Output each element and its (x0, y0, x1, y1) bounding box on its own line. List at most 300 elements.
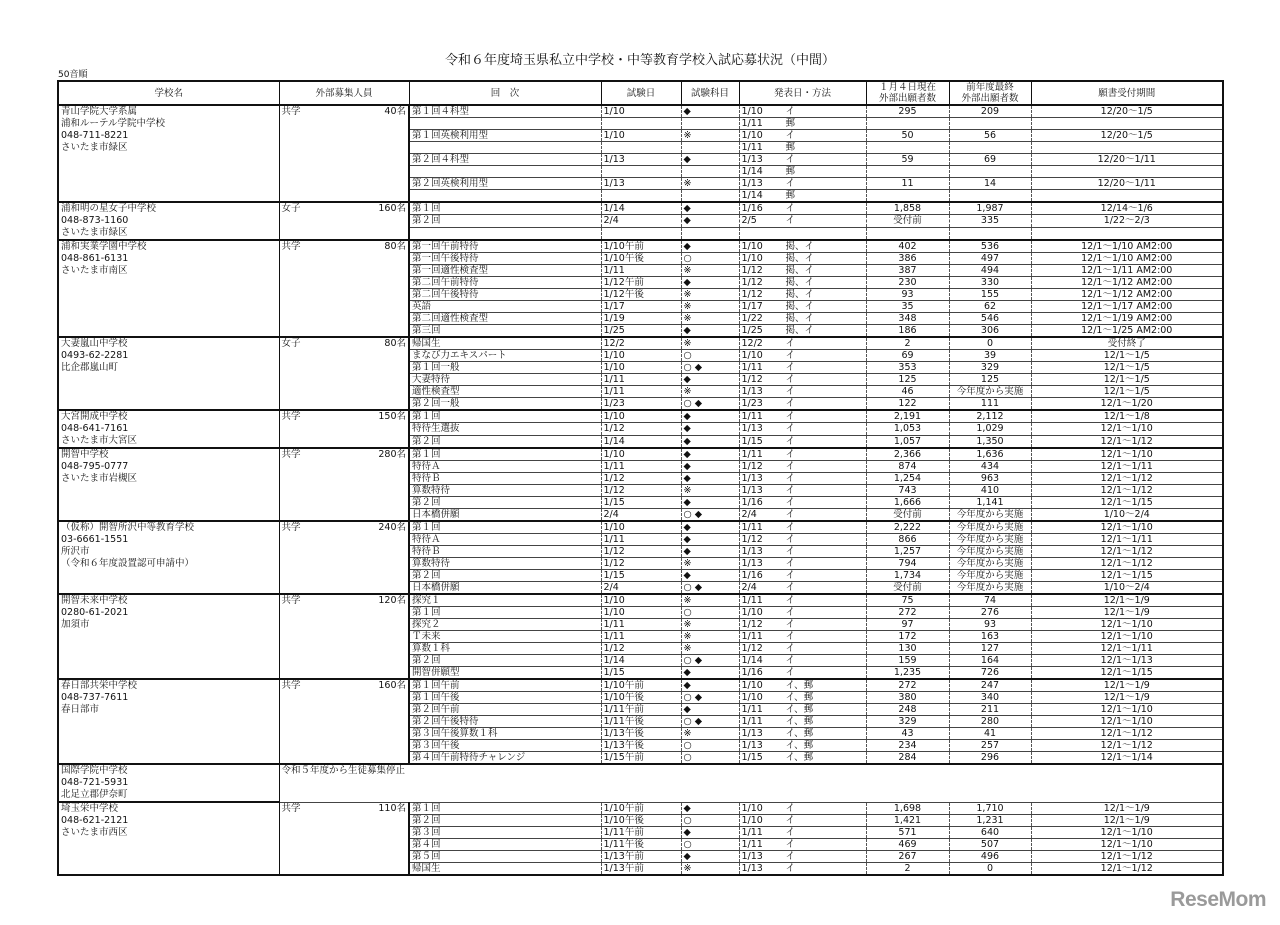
application-period: 12/1～1/12 (1031, 558, 1223, 570)
round-name: 第１回 (409, 410, 601, 423)
announcement (739, 386, 866, 398)
announce-date: 1/10 (741, 241, 763, 252)
announce-date: 1/11 (741, 142, 763, 153)
exam-date: 1/10午前 (601, 240, 681, 253)
exam-subject: ○ ◆ (681, 509, 739, 522)
announcement (739, 509, 866, 522)
application-period: 12/1～1/9 (1031, 679, 1223, 692)
announcement (739, 202, 866, 215)
announcement (739, 118, 866, 130)
exam-subject: ※ (681, 265, 739, 277)
round-name: 第１回一般 (409, 362, 601, 374)
gender-label: 女子 (281, 203, 301, 214)
gender-label: 共学 (281, 106, 301, 117)
prev-applicants-count: 296 (949, 752, 1031, 765)
school-info-line: 国際学院中学校 (61, 765, 128, 776)
applicants-count: 93 (866, 289, 949, 301)
applicants-count: 35 (866, 301, 949, 313)
school-info-line: 青山学院大学系属 (61, 106, 138, 117)
exam-subject: ※ (681, 130, 739, 142)
applicants-count: 1,235 (866, 667, 949, 680)
prev-applicants-count: 2,112 (949, 410, 1031, 423)
application-period: 12/1～1/11 AM2:00 (1031, 265, 1223, 277)
exam-subject: ○ ◆ (681, 398, 739, 411)
round-name: 第１回午後 (409, 692, 601, 704)
exam-subject: ◆ (681, 826, 739, 838)
school-info-line: 春日部共栄中学校 (61, 680, 138, 691)
prev-applicants-count: 209 (949, 105, 1031, 118)
prev-applicants-count: 0 (949, 862, 1031, 875)
school-info-line: 0280-61-2021 (61, 607, 129, 618)
application-period: 12/1～1/8 (1031, 410, 1223, 423)
column-header (949, 81, 1031, 105)
exam-subject: ○ (681, 253, 739, 265)
round-name: 探究２ (409, 619, 601, 631)
school-info-line: 048-621-2121 (61, 815, 129, 826)
exam-date: 1/11 (601, 386, 681, 398)
application-period: 12/20～1/5 (1031, 105, 1223, 118)
applicants-count: 284 (866, 752, 949, 765)
round-name: 第１回 (409, 802, 601, 814)
school-info-line: 比企郡嵐山町 (61, 362, 119, 373)
prev-applicants-count: 62 (949, 301, 1031, 313)
exam-date: 1/10 (601, 410, 681, 423)
application-period: 1/22～2/3 (1031, 215, 1223, 227)
announce-date: 1/10 (741, 253, 763, 264)
exam-subject: ◆ (681, 410, 739, 423)
application-period: 12/1～1/19 AM2:00 (1031, 313, 1223, 325)
announce-date: 1/10 (741, 802, 763, 814)
announce-date: 1/13 (741, 558, 763, 569)
round-name: 第２回４科型 (409, 154, 601, 166)
announce-date: 1/14 (741, 190, 763, 201)
application-period: 12/1～1/10 (1031, 521, 1223, 534)
announce-date: 1/11 (741, 362, 763, 373)
applicants-count (866, 227, 949, 240)
prev-applicants-count: 211 (949, 704, 1031, 716)
announcement (739, 142, 866, 154)
exam-subject: ※ (681, 301, 739, 313)
applicants-count: 329 (866, 716, 949, 728)
column-header (866, 81, 949, 105)
exam-subject: ※ (681, 631, 739, 643)
announcement (739, 227, 866, 240)
announce-method: イ (785, 838, 796, 850)
school-info-line: 048-861-6131 (61, 253, 129, 264)
announce-method: イ (785, 497, 796, 508)
application-period: 12/1～1/14 (1031, 752, 1223, 765)
exam-subject: ○ ◆ (681, 362, 739, 374)
application-period (1031, 227, 1223, 240)
announce-date: 1/11 (741, 826, 763, 838)
applicants-count: 1,666 (866, 497, 949, 509)
application-period: 12/1～1/5 (1031, 386, 1223, 398)
exam-date: 1/15 (601, 570, 681, 582)
applicants-count: 172 (866, 631, 949, 643)
school-info-line: さいたま市大宮区 (61, 435, 138, 446)
school-info-line: 048-737-7611 (61, 692, 129, 703)
prev-applicants-count: 163 (949, 631, 1031, 643)
round-name: 第３回午後算数１科 (409, 728, 601, 740)
application-period: 12/1～1/10 (1031, 838, 1223, 850)
exam-subject: ◆ (681, 374, 739, 386)
school-name-cell (58, 202, 279, 240)
gender-label: 共学 (281, 411, 301, 422)
capacity-value: 160名 (378, 680, 406, 691)
applicants-count (866, 142, 949, 154)
capacity-value: 280名 (378, 449, 406, 460)
exam-date: 1/10午後 (601, 692, 681, 704)
application-period (1031, 166, 1223, 178)
school-info-line: さいたま市緑区 (61, 227, 128, 238)
application-period: 12/1～1/12 AM2:00 (1031, 277, 1223, 289)
table-row (58, 679, 1223, 692)
admissions-table (57, 80, 1224, 876)
exam-date: 1/17 (601, 301, 681, 313)
capacity-cell (279, 594, 409, 679)
announce-date: 1/16 (741, 667, 763, 678)
announce-date: 1/15 (741, 435, 763, 447)
exam-date: 1/10 (601, 350, 681, 362)
announcement (739, 655, 866, 667)
application-period: 12/1～1/17 AM2:00 (1031, 301, 1223, 313)
announce-date: 1/13 (741, 473, 763, 484)
round-name: 第５回 (409, 850, 601, 862)
announcement (739, 534, 866, 546)
capacity-cell (279, 448, 409, 521)
announcement (739, 740, 866, 752)
announce-method: イ (785, 485, 796, 496)
announcement (739, 215, 866, 227)
application-period: 12/1～1/15 (1031, 497, 1223, 509)
table-row (58, 802, 1223, 814)
round-name: 帰国生 (409, 337, 601, 350)
exam-subject (681, 190, 739, 203)
capacity-cell (279, 410, 409, 448)
announcement (739, 398, 866, 411)
round-name: 第２回 (409, 655, 601, 667)
table-row (58, 202, 1223, 215)
prev-applicants-count (949, 190, 1031, 203)
applicants-count: 295 (866, 105, 949, 118)
announce-date: 1/10 (741, 350, 763, 361)
exam-subject (681, 142, 739, 154)
exam-subject: ※ (681, 178, 739, 190)
announce-date: 1/13 (741, 546, 763, 557)
application-period: 12/1～1/13 (1031, 655, 1223, 667)
announce-method: 掲、イ (785, 241, 815, 252)
application-period: 12/1～1/10 AM2:00 (1031, 240, 1223, 253)
applicants-count: 125 (866, 374, 949, 386)
school-info-line: 03-6661-1551 (61, 534, 129, 545)
exam-date: 1/12 (601, 558, 681, 570)
capacity-value: 160名 (378, 203, 406, 214)
applicants-count: 2,366 (866, 448, 949, 461)
table-row (58, 594, 1223, 607)
column-header-label: 発表日・方法 (773, 87, 831, 99)
announce-method: イ (785, 374, 796, 385)
exam-subject: ○ (681, 740, 739, 752)
announce-method: 掲、イ (785, 289, 815, 300)
application-period: 12/1～1/20 (1031, 398, 1223, 411)
round-name (409, 118, 601, 130)
announce-date: 1/13 (741, 386, 763, 397)
application-period: 12/1～1/12 (1031, 850, 1223, 862)
announcement (739, 570, 866, 582)
prev-applicants-count: 1,636 (949, 448, 1031, 461)
prev-applicants-count: 507 (949, 838, 1031, 850)
announce-method: 郵 (785, 118, 796, 129)
school-name-cell (58, 410, 279, 448)
announce-method: イ、郵 (785, 728, 814, 739)
gender-label: 共学 (281, 595, 301, 606)
announce-method: 郵 (785, 142, 796, 153)
exam-subject: ◆ (681, 667, 739, 680)
prev-applicants-count: 56 (949, 130, 1031, 142)
application-period: 12/1～1/12 (1031, 740, 1223, 752)
announce-method: イ (785, 386, 796, 397)
exam-subject: ◆ (681, 240, 739, 253)
announce-date: 1/13 (741, 423, 763, 435)
announcement (739, 337, 866, 350)
school-info-line: 開智中学校 (61, 449, 109, 460)
school-info-line: さいたま市南区 (61, 265, 128, 276)
exam-date: 1/15午前 (601, 752, 681, 765)
announce-date: 1/13 (741, 154, 763, 165)
exam-subject: ◆ (681, 277, 739, 289)
announce-method: イ (785, 130, 796, 141)
column-header (1031, 81, 1223, 105)
exam-date: 1/15 (601, 497, 681, 509)
applicants-count: 386 (866, 253, 949, 265)
school-name-cell (58, 240, 279, 337)
applicants-count: 272 (866, 607, 949, 619)
applicants-count: 59 (866, 154, 949, 166)
announce-method: イ (785, 215, 796, 227)
exam-date (601, 166, 681, 178)
announce-method: イ (785, 449, 796, 460)
exam-date: 1/10 (601, 521, 681, 534)
school-info-line: 北足立郡伊奈町 (61, 789, 128, 800)
announcement (739, 485, 866, 497)
school-info-line: 所沢市 (61, 546, 90, 557)
column-header-label: 願書受付期間 (1098, 87, 1156, 99)
announcement (739, 277, 866, 289)
applicants-count: 248 (866, 704, 949, 716)
prev-applicants-count: 330 (949, 277, 1031, 289)
exam-subject: ※ (681, 289, 739, 301)
exam-subject: ※ (681, 862, 739, 875)
applicants-count: 571 (866, 826, 949, 838)
exam-date: 1/11 (601, 534, 681, 546)
school-info-line: （令和６年度設置認可申請中） (61, 558, 195, 569)
exam-date: 2/4 (601, 509, 681, 522)
announce-date: 1/10 (741, 106, 763, 117)
exam-subject: ◆ (681, 154, 739, 166)
announce-method: イ (785, 461, 796, 472)
application-period (1031, 118, 1223, 130)
applicants-count: 69 (866, 350, 949, 362)
application-period: 12/1～1/10 (1031, 448, 1223, 461)
exam-subject: ○ (681, 607, 739, 619)
application-period: 12/1～1/9 (1031, 802, 1223, 814)
exam-date: 1/10 (601, 594, 681, 607)
announce-date: 1/13 (741, 485, 763, 496)
prev-applicants-count: 93 (949, 619, 1031, 631)
application-period: 12/1～1/12 AM2:00 (1031, 289, 1223, 301)
exam-date: 1/12 (601, 643, 681, 655)
exam-subject: ※ (681, 619, 739, 631)
school-info-line: 浦和実業学園中学校 (61, 241, 147, 252)
application-period: 12/1～1/9 (1031, 594, 1223, 607)
round-name: 第２回午後特待 (409, 716, 601, 728)
announcement (739, 178, 866, 190)
exam-subject: ◆ (681, 105, 739, 118)
prev-applicants-count: 1,141 (949, 497, 1031, 509)
round-name: 特待生選抜 (409, 423, 601, 435)
applicants-count: 874 (866, 461, 949, 473)
prev-applicants-count (949, 227, 1031, 240)
application-period: 12/1～1/9 (1031, 814, 1223, 826)
announce-date: 1/12 (741, 374, 763, 385)
exam-date: 1/12 (601, 485, 681, 497)
announce-date: 1/11 (741, 118, 763, 129)
capacity-cell (279, 337, 409, 410)
announce-date: 1/11 (741, 838, 763, 850)
applicants-count: 348 (866, 313, 949, 325)
applicants-count: 230 (866, 277, 949, 289)
exam-subject: ※ (681, 643, 739, 655)
announce-method: イ (785, 862, 796, 874)
exam-date: 1/11 (601, 631, 681, 643)
round-name: まなび力エキスパート (409, 350, 601, 362)
exam-date (601, 142, 681, 154)
exam-subject: ◆ (681, 704, 739, 716)
capacity-cell (279, 802, 409, 875)
round-name (409, 142, 601, 154)
exam-date: 1/10 (601, 448, 681, 461)
applicants-count: 97 (866, 619, 949, 631)
announcement (739, 435, 866, 448)
applicants-count: 2 (866, 337, 949, 350)
announce-method: イ (785, 435, 796, 447)
exam-subject: ※ (681, 386, 739, 398)
exam-date: 1/13 (601, 178, 681, 190)
exam-subject: ◆ (681, 570, 739, 582)
exam-date: 1/13午後 (601, 728, 681, 740)
applicants-count: 130 (866, 643, 949, 655)
applicants-count: 受付前 (866, 509, 949, 522)
exam-subject: ◆ (681, 802, 739, 814)
exam-date (601, 227, 681, 240)
exam-date: 1/10 (601, 362, 681, 374)
prev-applicants-count: 536 (949, 240, 1031, 253)
round-name (409, 166, 601, 178)
prev-applicants-count: 39 (949, 350, 1031, 362)
exam-date: 1/10午前 (601, 802, 681, 814)
announce-date: 1/10 (741, 607, 763, 618)
round-name: 第２回 (409, 497, 601, 509)
exam-date: 1/25 (601, 325, 681, 338)
capacity-value: 240名 (378, 522, 406, 533)
announce-date: 1/11 (741, 595, 763, 606)
exam-date: 1/10 (601, 105, 681, 118)
capacity-value: 40名 (384, 106, 406, 117)
applicants-count: 469 (866, 838, 949, 850)
prev-applicants-count: 963 (949, 473, 1031, 485)
announce-date: 1/12 (741, 619, 763, 630)
application-period: 12/1～1/9 (1031, 607, 1223, 619)
table-row (58, 105, 1223, 118)
school-info-line: 加須市 (61, 619, 90, 630)
announce-method: イ (785, 106, 796, 117)
prev-applicants-count: 今年度から実施 (949, 509, 1031, 522)
announce-method: イ (785, 473, 796, 484)
application-period: 12/1～1/5 (1031, 374, 1223, 386)
round-name (409, 190, 601, 203)
announcement (739, 814, 866, 826)
prev-applicants-count: 1,987 (949, 202, 1031, 215)
announcement (739, 166, 866, 178)
announcement (739, 704, 866, 716)
announcement (739, 826, 866, 838)
column-header-label: 試験日 (626, 87, 656, 99)
exam-date: 1/13午後 (601, 740, 681, 752)
table-row (58, 448, 1223, 461)
exam-date: 1/12午前 (601, 277, 681, 289)
exam-date: 1/11 (601, 461, 681, 473)
applicants-count: 50 (866, 130, 949, 142)
round-name: 第一回午後特待 (409, 253, 601, 265)
exam-date: 1/11午後 (601, 716, 681, 728)
application-period: 12/1～1/10 (1031, 826, 1223, 838)
applicants-count: 11 (866, 178, 949, 190)
column-header-label: 前年度最終 外部出願者数 (961, 82, 1019, 104)
prev-applicants-count: 41 (949, 728, 1031, 740)
announcement (739, 643, 866, 655)
exam-subject: ○ (681, 350, 739, 362)
announce-date: 1/15 (741, 752, 763, 763)
announcement (739, 838, 866, 850)
exam-subject (681, 166, 739, 178)
column-header-label: 回 次 (490, 87, 520, 99)
prev-applicants-count: 329 (949, 362, 1031, 374)
announcement (739, 862, 866, 875)
school-info-line: さいたま市岩槻区 (61, 473, 138, 484)
applicants-count: 380 (866, 692, 949, 704)
exam-subject: ○ ◆ (681, 582, 739, 595)
announce-date: 1/14 (741, 166, 763, 177)
announce-method: イ (785, 546, 796, 557)
announce-date: 1/11 (741, 716, 763, 727)
column-header (409, 81, 601, 105)
prev-applicants-count: 1,350 (949, 435, 1031, 448)
prev-applicants-count: 1,231 (949, 814, 1031, 826)
prev-applicants-count: 125 (949, 374, 1031, 386)
prev-applicants-count: 497 (949, 253, 1031, 265)
prev-applicants-count: 今年度から実施 (949, 546, 1031, 558)
capacity-cell (279, 240, 409, 337)
applicants-count: 866 (866, 534, 949, 546)
announcement (739, 716, 866, 728)
prev-applicants-count: 247 (949, 679, 1031, 692)
application-period (1031, 142, 1223, 154)
school-info-line: 春日部市 (61, 704, 100, 715)
table-row (58, 337, 1223, 350)
round-name: 第三回 (409, 325, 601, 338)
round-name: 第２回午前 (409, 704, 601, 716)
round-name: 開智併願型 (409, 667, 601, 680)
